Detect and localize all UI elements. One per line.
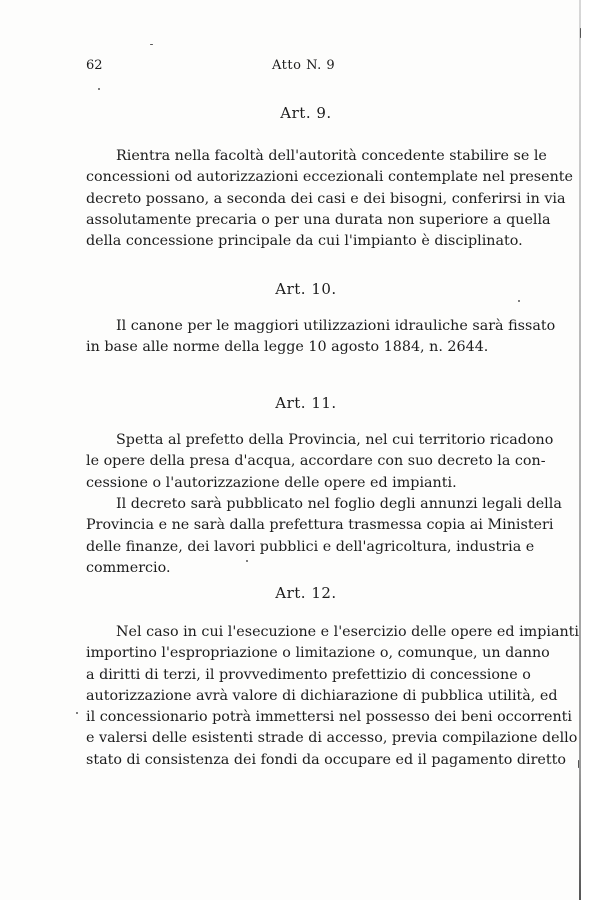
page-binding-edge <box>579 0 581 900</box>
article-heading: Art. 9. <box>280 104 332 122</box>
text-line: stato di consistenza dei fondi da occupare ed il pagamento diretto <box>86 751 566 768</box>
scan-speck <box>518 300 520 302</box>
scan-speck <box>98 88 100 90</box>
text-line: Il decreto sarà pubblicato nel foglio degli annunzi legali della <box>116 496 562 512</box>
page-margin-right <box>581 0 605 900</box>
text-line: Nel caso in cui l'esecuzione e l'esercizio delle opere ed impianti <box>116 624 579 640</box>
article-paragraph <box>86 494 562 579</box>
text-line: concessioni od autorizzazioni eccezionali contemplate nel presente <box>86 169 573 186</box>
text-line: autorizzazione avrà valore di dichiarazione di pubblica utilità, ed <box>86 687 558 704</box>
article-heading: Art. 12. <box>275 584 337 602</box>
text-line: e valersi delle esistenti strade di accesso, previa compilazione dello <box>86 730 578 747</box>
page-header <box>86 58 526 78</box>
text-line: commercio. <box>86 559 171 576</box>
text-line: delle finanze, dei lavori pubblici e dell'agricoltura, industria e <box>86 538 535 555</box>
text-line: in base alle norme della legge 10 agosto 1884, n. 2644. <box>86 339 489 356</box>
text-line: a diritti di terzi, il provvedimento prefettizio di concessione o <box>86 666 531 683</box>
text-line: Rientra nella facoltà dell'autorità concedente stabilire se le <box>116 148 547 164</box>
text-line: Spetta al prefetto della Provincia, nel cui territorio ricadono <box>116 432 554 448</box>
text-line: assolutamente precaria o per una durata non superiore a quella <box>86 211 551 228</box>
text-line: importino l'espropriazione o limitazione o, comunque, un danno <box>86 645 550 662</box>
text-line: Provincia e ne sarà dalla prefettura trasmessa copia ai Ministeri <box>86 517 554 534</box>
running-head: Atto N. 9 <box>272 58 336 73</box>
page-number: 62 <box>86 58 103 73</box>
text-line: le opere della presa d'acqua, accordare con suo decreto la con- <box>86 453 546 470</box>
scan-speck <box>76 712 78 714</box>
article-paragraph <box>86 316 556 359</box>
article-paragraph <box>86 622 579 771</box>
text-line: il concessionario potrà immettersi nel possesso dei beni occorrenti <box>86 709 572 726</box>
scan-speck <box>580 28 581 38</box>
article-paragraph <box>86 146 573 252</box>
article-heading: Art. 10. <box>275 280 337 298</box>
text-line: cessione o l'autorizzazione delle opere ed impianti. <box>86 474 457 491</box>
text-line: decreto possano, a seconda dei casi e dei bisogni, conferirsi in via <box>86 190 566 207</box>
scan-speck <box>578 760 579 768</box>
article-heading: Art. 11. <box>275 394 337 412</box>
article-paragraph <box>86 430 554 494</box>
text-line: della concessione principale da cui l'impianto è disciplinato. <box>86 233 523 250</box>
text-line: Il canone per le maggiori utilizzazioni idrauliche sarà fissato <box>116 318 556 334</box>
scan-speck <box>150 44 153 45</box>
scan-speck <box>246 560 248 562</box>
